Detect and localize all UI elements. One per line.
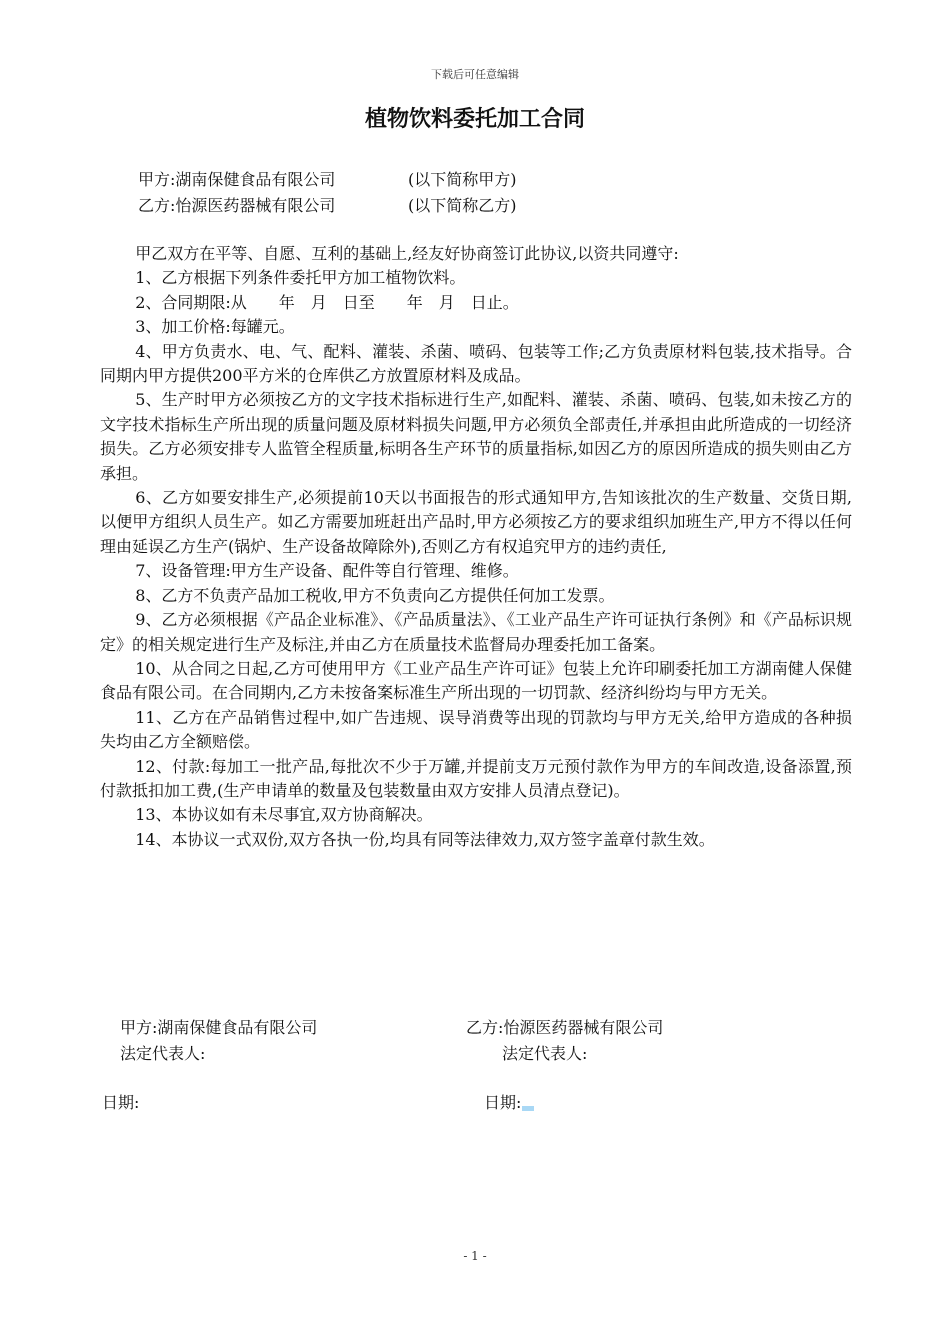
clause-6: 6、乙方如要安排生产,必须提前10天以书面报告的形式通知甲方,告知该批次的生产数量、交货日期,以便甲方组织人员生产。如乙方需要加班赶出产品时,甲方必须按乙方的要求组织加班生产,甲方不得以任何理由延误乙方生产(锅炉、生产设备故障除外),否则乙方有权追究甲方的违约责任, xyxy=(100,488,852,556)
clause-9: 9、乙方必须根据《产品企业标准》、《产品质量法》、《工业产品生产许可证执行条例》和《产品标识规定》的相关规定进行生产及标注,并由乙方在质量技术监督局办理委托加工备案。 xyxy=(100,610,852,654)
signature-date-a: 日期: xyxy=(102,1093,140,1112)
party-b-abbr: (以下简称乙方) xyxy=(408,196,517,215)
clause-10: 10、从合同之日起,乙方可使用甲方《工业产品生产许可证》包装上允许印刷委托加工方湖南健人保健食品有限公司。在合同期内,乙方未按备案标准生产所出现的一切罚款、经济纠纷均与甲方无关。 xyxy=(100,658,852,703)
clause-12: 12、付款:每加工一批产品,每批次不少于万罐,并提前支万元预付款作为甲方的车间改造,设备添置,预付款抵扣加工费,(生产申请单的数量及包装数量由双方安排人员清点登记)。 xyxy=(100,756,852,800)
signature-rep-b: 法定代表人: xyxy=(502,1044,588,1063)
signature-party-a: 甲方:湖南保健食品有限公司 xyxy=(120,1018,318,1037)
clause-2: 2、合同期限:从 年 月 日至 年 月 日止。 xyxy=(135,292,519,312)
clause-3: 3、加工价格:每罐元。 xyxy=(135,317,295,337)
contract-title: 植物饮料委托加工合同 xyxy=(364,107,585,132)
party-b-name: 乙方:怡源医药器械有限公司 xyxy=(138,196,336,215)
signature-party-b: 乙方:怡源医药器械有限公司 xyxy=(466,1018,664,1037)
party-a-name: 甲方:湖南保健食品有限公司 xyxy=(138,170,336,189)
page-number: - 1 - xyxy=(463,1249,487,1263)
header-note: 下载后可任意编辑 xyxy=(431,68,519,81)
paragraph-intro: 甲乙双方在平等、自愿、互利的基础上,经友好协商签订此协议,以资共同遵守: xyxy=(135,244,679,263)
clause-14: 14、本协议一式双份,双方各执一份,均具有同等法律效力,双方签字盖章付款生效。 xyxy=(135,829,715,849)
party-b-line xyxy=(138,192,517,220)
clause-13: 13、本协议如有未尽事宜,双方协商解决。 xyxy=(135,805,433,825)
party-a-line xyxy=(138,166,517,194)
clause-7: 7、设备管理:甲方生产设备、配件等自行管理、维修。 xyxy=(135,561,519,581)
clause-5: 5、生产时甲方必须按乙方的文字技术指标进行生产,如配料、灌装、杀菌、喷码、包装,如未按乙方的文字技术指标生产所出现的质量问题及原材料损失问题,甲方必须负全部责任,并承担由此所造成的一切经济损失。乙方必须安排专人监管全程质量,标明各生产环节的质量指标,如因乙方的原因所造成的损失则由乙方承担。 xyxy=(100,390,852,483)
signature-date-b: 日期: xyxy=(484,1093,522,1112)
clause-8: 8、乙方不负责产品加工税收,甲方不负责向乙方提供任何加工发票。 xyxy=(135,585,615,605)
signature-date-b-line xyxy=(484,1090,534,1113)
date-field-highlight[interactable] xyxy=(522,1106,534,1111)
contract-body xyxy=(100,242,852,852)
clause-11: 11、乙方在产品销售过程中,如广告违规、误导消费等出现的罚款均与甲方无关,给甲方造成的各种损失均由乙方全额赔偿。 xyxy=(100,707,852,752)
clause-1: 1、乙方根据下列条件委托甲方加工植物饮料。 xyxy=(135,268,466,288)
signature-rep-a: 法定代表人: xyxy=(120,1044,206,1063)
party-a-abbr: (以下简称甲方) xyxy=(408,170,517,189)
clause-4: 4、甲方负责水、电、气、配料、灌装、杀菌、喷码、包装等工作;乙方负责原材料包装,技术指导。合同期内甲方提供200平方米的仓库供乙方放置原材料及成品。 xyxy=(100,341,852,386)
